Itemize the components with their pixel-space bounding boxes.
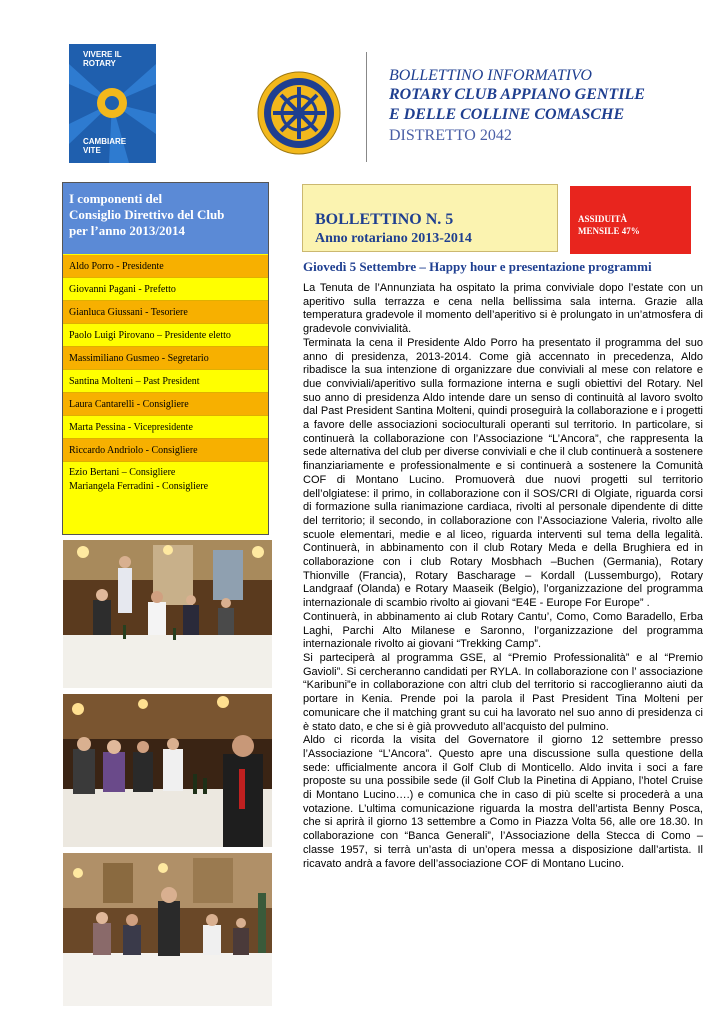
- article-paragraph: Continuerà, in abbinamento ai club Rotary Cantu’, Como, Como Baradello, Erba Laghi, Parchi Alto Milanese e Saronno, l’organizzazione del programma internazionale rivolto ai giovani “Trekking Camp”.: [303, 610, 703, 651]
- bulletin-number-box: [302, 184, 558, 252]
- council-title-line1: I componenti del: [69, 191, 163, 206]
- council-member: Giovanni Pagani - Prefetto: [63, 278, 268, 301]
- article-body: [303, 282, 703, 871]
- bulletin-year: Anno rotariano 2013-2014: [315, 231, 472, 246]
- council-box: [62, 182, 269, 535]
- article-paragraph: Si parteciperà al programma GSE, al “Premio Professionalità” e al “Premio Gavioli”. Si cercheranno candidati per RYLA. In collaborazione con l’ associazione “Karibuni”e in collaborazione con altri club del territorio si raccoglieranno aiuti da portare in Kenia. Prende poi la parola il Past President Tina Molteni per comunicare che il matching grant su cui ha lavorato nel suo anno di presidenza ci è stato dato, e che si è già provveduto all’acquisto del pulmino.: [303, 651, 703, 733]
- council-member: Ezio Bertani – Consigliere: [69, 467, 176, 478]
- event-photo-1: [63, 540, 272, 688]
- council-member: Mariangela Ferradini - Consigliere: [69, 481, 209, 492]
- council-member: Gianluca Giussani - Tesoriere: [63, 301, 268, 324]
- council-member-group: [63, 466, 268, 494]
- bulletin-number: BOLLETTINO N. 5: [315, 211, 454, 228]
- header-bulletin-label: BOLLETTINO INFORMATIVO: [389, 67, 592, 84]
- attendance-value: MENSILE 47%: [578, 226, 640, 236]
- logo-line2: ROTARY: [83, 59, 116, 68]
- council-title-line3: per l’anno 2013/2014: [69, 223, 186, 238]
- council-member: Paolo Luigi Pirovano – Presidente eletto: [63, 324, 268, 347]
- logo-text-top: [83, 50, 122, 68]
- council-title-line2: Consiglio Direttivo del Club: [69, 207, 225, 222]
- council-member: Riccardo Andriolo - Consigliere: [63, 439, 268, 462]
- attendance-label: ASSIDUITÀ: [578, 214, 628, 224]
- article-paragraph: Terminata la cena il Presidente Aldo Porro ha presentato il programma del suo anno di presidenza, 2013-2014. Come già accennato in precedenza, Aldo ribadisce la sua intenzione di organizzare due conviviali al mese con relatore e due conviviali/aperitivo sulla formazione interna e sugli obiettivi del Rotary. Nel suo anno di presidenza Aldo intende dare un senso di continuità al lavoro svolto dal Past President Santina Molteni, quindi proseguirà la collaborazione e i progetti a favore delle associazioni socioculturali operanti sul territorio. In particolare, si continuerà la collaborazione con l’Associazione “L’Ancora”, che rappresenta la sede alternativa del club per diverse conviviali e che il club continuerà a sostenere finanziariamente e professionalmente e si continuerà a sostenere la Comunità COF di Montano Lucino. Promuoverà due nuovi progetti sul territorio dell’olgiatese: il primo, in collaborazione con il SOS/CRI di Olgiate, riguarda corsi di formazione sulla rianimazione cardiaca, rivolti al personale dipendente di ditte del territorio; il secondo, in collaborazione con l’Associazione Valeria, rivolto alle scuole elementari, medie e al liceo, riguarda interventi sul tema della legalità. Continuerà, in abbinamento con il club Rotary Meda e della Brughiera ed in collaborazione con i club Rotary Mosbhach –Buchen (Germania), Rotary Thionville (Francia), Rotary Bascharage – Kordall (Lussemburgo), Rotary Landgraaf (Olanda) e Rotary Maaseik (Belgio), l’organizzazione del programma internazionale di scambio rivolto ai giovani “E4E - Europe For Europe” .: [303, 336, 703, 610]
- event-title: Giovedì 5 Settembre – Happy hour e presentazione programmi: [303, 259, 652, 274]
- council-member: Massimiliano Gusmeo - Segretario: [63, 347, 268, 370]
- logo-line1: VIVERE IL: [83, 50, 122, 59]
- rotary-wheel-icon: [256, 70, 342, 156]
- council-title: [63, 183, 268, 254]
- logo-text-bottom: [83, 137, 126, 155]
- header-club-name: ROTARY CLUB APPIANO GENTILE: [389, 86, 645, 103]
- council-member: Aldo Porro - Presidente: [63, 255, 268, 278]
- event-photo-2: [63, 694, 272, 847]
- article-paragraph: La Tenuta de l’Annunziata ha ospitato la prima conviviale dopo l’estate con un aperitivo sulla terrazza e cena nella bellissima sala interna. Grazie alla temperatura gradevole il momento dell’aperitivo si è prolungato in un’atmosfera di gradevole convivialità.: [303, 282, 703, 336]
- council-member: Santina Molteni – Past President: [63, 370, 268, 393]
- logo-line4: VITE: [83, 146, 101, 155]
- rotary-theme-logo: [69, 44, 156, 163]
- event-photo-3: [63, 853, 272, 1006]
- attendance-badge: [570, 186, 691, 254]
- header-divider: [366, 52, 367, 162]
- header-district: DISTRETTO 2042: [389, 127, 512, 144]
- council-member: Laura Cantarelli - Consigliere: [63, 393, 268, 416]
- council-member: Marta Pessina - Vicepresidente: [63, 416, 268, 439]
- article-paragraph: Aldo ci ricorda la visita del Governatore il giorno 12 settembre presso l’Associazione “L’Ancora”. Questo apre una discussione sulla questione della sede: ufficialmente ancora il Golf Club di Monticello. Aldo invita i soci a fare proposte su una possibile sede (il Golf Club la Pinetina di Appiano, l’hotel Cruise di Montano Lucino….) e comunica che in caso di più scelte si procederà a una votazione. L’ultima comunicazione riguarda la mostra dell’artista Benny Posca, che si aprirà il giorno 13 settembre a Como in Piazza Volta 56, alle ore 18.30. In collaborazione con “Banca Generali”, l’Associazione della Stecca di Como – classe 1957, si terrà un’asta di un’opera messa a disposizione dall’artista. Il ricavato andrà a favore dell’associazione COF di Montano Lucino.: [303, 734, 703, 870]
- header-club-name-2: E DELLE COLLINE COMASCHE: [389, 106, 625, 123]
- logo-line3: CAMBIARE: [83, 137, 127, 146]
